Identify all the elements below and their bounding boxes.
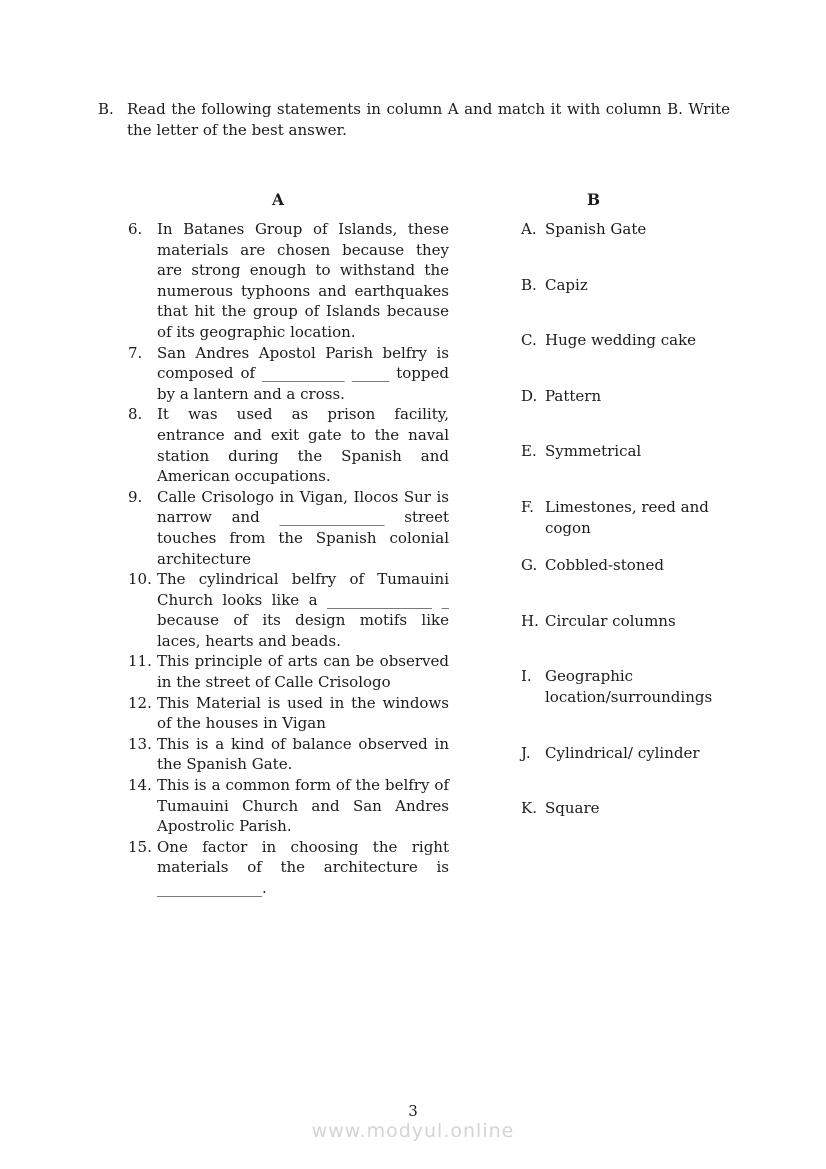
instruction — [98, 99, 730, 140]
question-number: 13. — [128, 734, 152, 753]
question-number: 14. — [128, 776, 152, 795]
question-item-15 — [128, 837, 449, 899]
page-number: 3 — [408, 1102, 418, 1120]
question-item-12 — [128, 693, 449, 734]
choice-letter: E. — [521, 442, 537, 461]
choice-letter: F. — [521, 497, 534, 516]
choice-letter: D. — [521, 386, 538, 405]
question-text: In Batanes Group of Islands, these materials are chosen because they are strong enough to withstand the numerous typhoons and earthquakes that hit the group of Islands because of its geographic location. — [157, 220, 449, 341]
choice-text: Capiz — [545, 275, 588, 294]
choice-item-c — [521, 330, 721, 351]
choice-letter: B. — [521, 275, 537, 294]
question-text: The cylindrical belfry of Tumauini Church looks like a ______________ _ because of its design motifs like laces, hearts and beads. — [157, 570, 449, 650]
instruction-text-line1: Read the following statements in column A and match it with column B. Write — [127, 100, 730, 118]
column-a-list — [128, 219, 449, 899]
choice-text: Circular columns — [545, 611, 676, 630]
choice-item-j — [521, 743, 721, 764]
question-item-14 — [128, 775, 449, 837]
choice-item-f — [521, 497, 721, 538]
question-number: 12. — [128, 693, 152, 712]
choice-item-k — [521, 798, 721, 819]
column-b-list — [521, 219, 721, 854]
choice-text: Geographic location/surroundings — [545, 667, 713, 706]
choice-item-g — [521, 555, 721, 576]
question-number: 7. — [128, 343, 143, 362]
choice-text: Spanish Gate — [545, 220, 647, 238]
choice-text: Limestones, reed and cogon — [545, 497, 709, 537]
choice-item-d — [521, 386, 721, 407]
choice-letter: A. — [521, 220, 537, 238]
choice-text: Huge wedding cake — [545, 331, 697, 350]
choice-letter: H. — [521, 611, 539, 630]
choice-text: Cobbled-stoned — [545, 556, 664, 575]
question-text: This is a common form of the belfry of Tumauini Church and San Andres Apostrolic Parish. — [157, 776, 449, 836]
question-item-8 — [128, 404, 449, 486]
instruction-text-line2: the letter of the best answer. — [127, 120, 347, 139]
choice-letter: K. — [521, 799, 537, 818]
question-item-9 — [128, 487, 449, 569]
choice-text: Square — [545, 799, 600, 818]
choice-item-h — [521, 611, 721, 632]
question-number: 10. — [128, 570, 152, 589]
choice-item-e — [521, 441, 721, 462]
choice-letter: I. — [521, 667, 532, 686]
question-item-7 — [128, 343, 449, 405]
question-text: One factor in choosing the right materials of the architecture is ______________. — [157, 837, 449, 897]
question-number: 15. — [128, 837, 152, 856]
choice-text: Symmetrical — [545, 442, 642, 461]
watermark: www.modyul.online — [311, 1120, 515, 1142]
question-number: 6. — [128, 220, 143, 238]
question-number: 9. — [128, 487, 143, 506]
choice-text: Cylindrical/ cylinder — [545, 743, 700, 762]
question-text: San Andres Apostol Parish belfry is composed of ___________ _____ topped by a lantern and a cross. — [157, 343, 449, 403]
instruction-label: B. — [98, 100, 114, 118]
question-text: It was used as prison facility, entrance and exit gate to the naval station during the Spanish and American occupations. — [157, 405, 449, 486]
question-item-6 — [128, 219, 449, 343]
choice-letter: C. — [521, 331, 537, 350]
column-a-header: A — [272, 190, 285, 209]
question-text: This Material is used in the windows of the houses in Vigan — [157, 693, 449, 733]
choice-item-i — [521, 666, 721, 707]
question-text: This principle of arts can be observed in the street of Calle Crisologo — [157, 652, 449, 692]
choice-item-b — [521, 275, 721, 296]
question-number: 11. — [128, 652, 152, 671]
choice-text: Pattern — [545, 386, 602, 405]
choice-letter: G. — [521, 556, 538, 575]
question-item-10 — [128, 569, 449, 651]
question-text: This is a kind of balance observed in the Spanish Gate. — [157, 734, 449, 774]
choice-item-a — [521, 219, 721, 240]
question-item-11 — [128, 651, 449, 692]
question-item-13 — [128, 734, 449, 775]
choice-letter: J. — [521, 743, 531, 762]
column-b-header: B — [587, 190, 601, 209]
question-text: Calle Crisologo in Vigan, Ilocos Sur is narrow and ______________ street touches from the Spanish colonial architecture — [157, 487, 449, 568]
question-number: 8. — [128, 405, 143, 424]
